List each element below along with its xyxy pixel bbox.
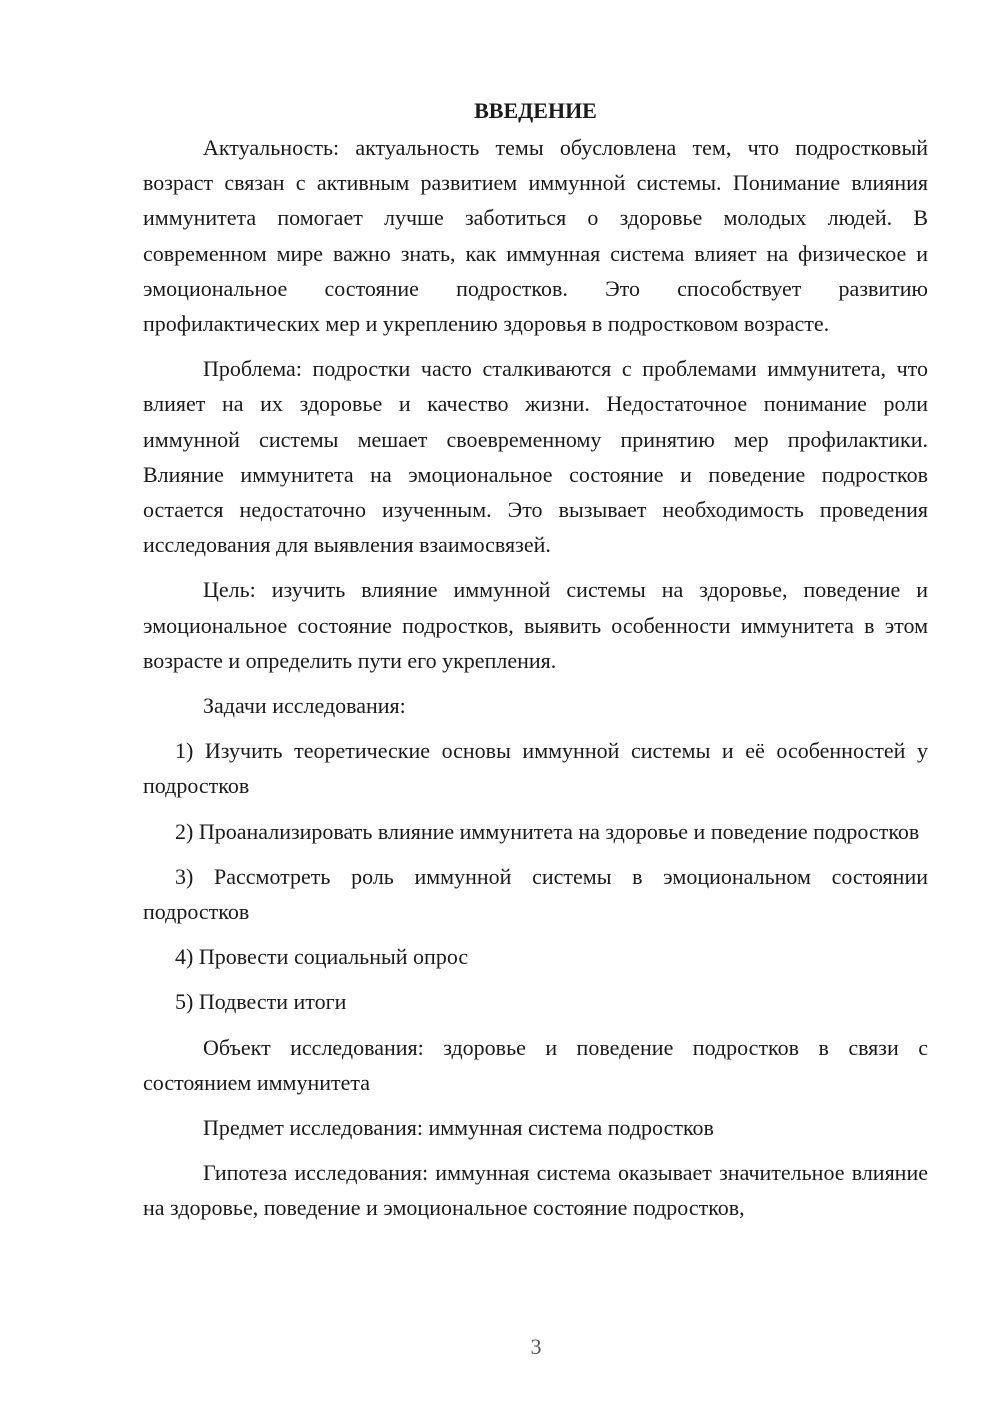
task-item-2: 2) Проанализировать влияние иммунитета на здоровье и поведение подростков [175,818,920,844]
paragraph-hypothesis: Гипотеза исследования: иммунная система оказывает значительное влияние на здоровье, поведение и эмоциональное состояние подростков, [143,1160,928,1221]
paragraph-goal: Цель: изучить влияние иммунной системы на здоровье, поведение и эмоциональное состояние подростков, выявить особенности иммунитета в этом возрасте и определить пути его укрепления. [143,577,928,673]
paragraph-subject: Предмет исследования: иммунная система подростков [203,1115,714,1141]
tasks-heading: Задачи исследования: [203,693,406,719]
paragraph-relevance: Актуальность: актуальность темы обусловлена тем, что подростковый возраст связан с активным развитием иммунной системы. Понимание влияния иммунитета помогает лучше заботиться о здоровье молодых людей. В современном мире важно знать, как иммунная система влияет на физическое и эмоциональное состояние подростков. Это способствует развитию профилактических мер и укреплению здоровья в подростковом возрасте. [143,135,928,337]
task-item-5: 5) Подвести итоги [175,989,347,1015]
paragraph-problem: Проблема: подростки часто сталкиваются с проблемами иммунитета, что влияет на их здоровье и качество жизни. Недостаточное понимание роли иммунной системы мешает своевременному принятию мер профилактики. Влияние иммунитета на эмоциональное состояние и поведение подростков остается недостаточно изученным. Это вызывает необходимость проведения исследования для выявления взаимосвязей. [143,356,928,558]
page-number: 3 [530,1334,542,1359]
paragraph-object: Объект исследования: здоровье и поведение подростков в связи с состоянием иммунитета [143,1034,928,1095]
section-title: ВВЕДЕНИЕ [474,98,597,123]
task-item-4: 4) Провести социальный опрос [175,944,469,970]
task-item-1: 1) Изучить теоретические основы иммунной системы и её особенностей у подростков [143,738,928,799]
task-item-3: 3) Рассмотреть роль иммунной системы в эмоциональном состоянии подростков [143,863,928,925]
page-content [143,93,928,1236]
